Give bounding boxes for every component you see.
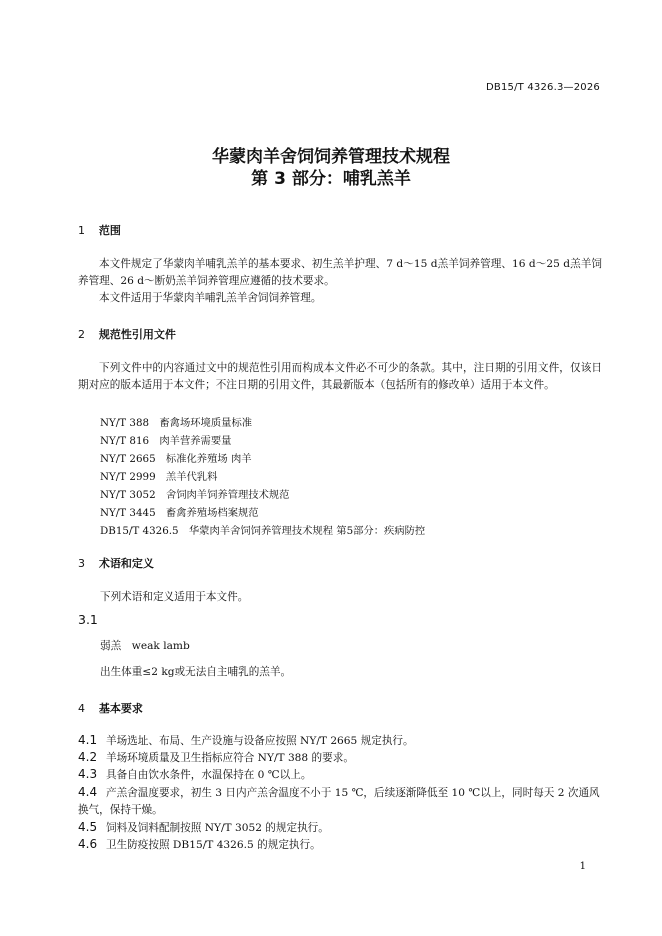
requirement-number: 4.2	[78, 750, 98, 764]
requirement-text: 饲料及饲料配制按照 NY/T 3052 的规定执行。	[106, 822, 329, 834]
document-code: DB15/T 4326.3—2026	[486, 82, 600, 93]
section-number: 1	[78, 224, 85, 237]
term-name: 弱羔 weak lamb	[100, 640, 190, 652]
requirement-text: 具备自由饮水条件，水温保持在 0 ℃以上。	[106, 769, 312, 781]
requirement-text: 卫生防疫按照 DB15/T 4326.5 的规定执行。	[106, 839, 321, 851]
requirement-text: 羊场选址、布局、生产设施与设备应按照 NY/T 2665 规定执行。	[106, 735, 414, 747]
terms-intro: 下列术语和定义适用于本文件。	[100, 591, 249, 603]
requirement-item	[78, 820, 329, 835]
reference-item: NY/T 2999 羔羊代乳料	[100, 471, 218, 483]
section-title: 范围	[98, 224, 121, 237]
requirement-item	[78, 733, 414, 748]
reference-item: NY/T 3445 畜禽养殖场档案规范	[100, 507, 259, 519]
requirement-number: 4.4	[78, 785, 98, 799]
section-number: 4	[78, 702, 85, 715]
section-number: 3	[78, 557, 85, 570]
section-title: 术语和定义	[98, 557, 154, 570]
references-intro: 下列文件中的内容通过文中的规范性引用而构成本文件必不可少的条款。其中，注日期的引用文件，仅该日期对应的版本适用于本文件；不注日期的引用文件，其最新版本（包括所有的修改单）适用于本文件。	[78, 362, 602, 391]
reference-item: NY/T 3052 舍饲肉羊饲养管理技术规范	[100, 489, 290, 501]
scope-paragraph: 本文件规定了华蒙肉羊哺乳羔羊的基本要求、初生羔羊护理、7 d～15 d羔羊饲养管理、16 d～25 d羔羊饲养管理、26 d～断奶羔羊饲养管理应遵循的技术要求。	[78, 258, 602, 287]
requirement-text: 羊场环境质量及卫生指标应符合 NY/T 388 的要求。	[106, 752, 354, 764]
section-2-heading	[78, 326, 176, 342]
requirement-number: 4.1	[78, 733, 98, 747]
requirement-text: 产羔舍温度要求，初生 3 日内产羔舍温度不小于 15 ℃，后续逐渐降低至 10 ℃以上，同时每天 2 次通风换气，保持干燥。	[78, 787, 600, 816]
requirement-item	[78, 750, 354, 765]
requirement-number: 4.3	[78, 767, 98, 781]
requirement-number: 4.5	[78, 820, 98, 834]
page-number: 1	[579, 861, 586, 872]
section-title: 规范性引用文件	[98, 328, 176, 341]
requirement-item	[78, 837, 321, 852]
section-title: 基本要求	[98, 702, 143, 715]
requirement-item	[78, 767, 311, 782]
section-3-heading	[78, 555, 154, 571]
reference-item: DB15/T 4326.5 华蒙肉羊舍饲饲养管理技术规程 第5部分：疾病防控	[100, 525, 426, 537]
section-4-heading	[78, 700, 143, 716]
term-definition: 出生体重≤2 kg或无法自主哺乳的羔羊。	[100, 666, 292, 678]
term-number: 3.1	[78, 612, 98, 627]
section-number: 2	[78, 328, 85, 341]
document-title: 华蒙肉羊舍饲饲养管理技术规程	[212, 147, 450, 167]
section-1-heading	[78, 222, 121, 238]
reference-item: NY/T 388 畜禽场环境质量标准	[100, 417, 253, 429]
requirement-number: 4.6	[78, 837, 98, 851]
reference-item: NY/T 816 肉羊营养需要量	[100, 435, 232, 447]
requirement-item	[78, 784, 602, 819]
reference-item: NY/T 2665 标准化养殖场 肉羊	[100, 453, 252, 465]
document-subtitle: 第 3 部分：哺乳羔羊	[251, 169, 411, 189]
scope-applicability: 本文件适用于华蒙肉羊哺乳羔羊舍饲饲养管理。	[99, 292, 322, 304]
